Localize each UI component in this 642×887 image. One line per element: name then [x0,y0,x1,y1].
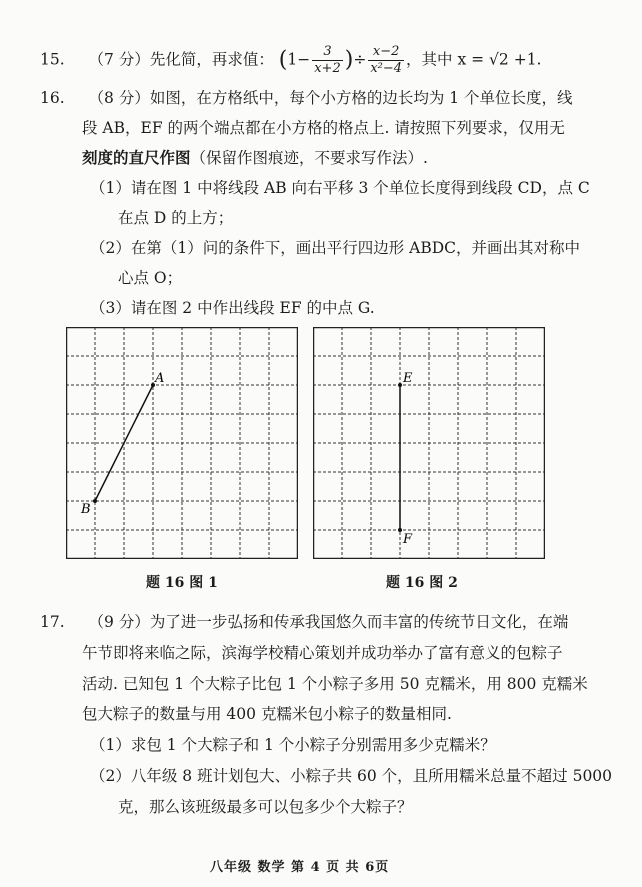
page-footer: 八年级 数学 第 4 页 共 6页 [210,860,390,875]
q17-line-4: 包大粽子的数量与用 400 克糯米包小粽子的数量相同. [82,705,452,723]
q17-text-1: （9 分）为了进一步弘扬和传承我国悠久而丰富的传统节日文化，在端 [88,613,569,631]
q16-line-2 [82,118,565,138]
q16-line-3 [82,148,428,168]
label-a: A [155,371,165,386]
figure-1-grid [66,327,298,559]
figure-1-caption: 题 16 图 1 [146,575,218,591]
point-b [93,499,97,503]
figure-2-grid [313,327,545,559]
q15-suffix: ，其中 x = √2 +1. [406,50,542,69]
q16-text-2: 段 AB，EF 的两个端点都在小方格的格点上. 请按照下列要求，仅用无 [82,119,565,137]
figure-2-svg [313,327,545,559]
q16-text-3: （保留作图痕迹，不要求写作法）. [190,149,428,167]
label-b: B [81,502,91,517]
label-f: F [403,532,413,547]
q17-sub2-b: 克，那么该班级最多可以包多少个大粽子？ [118,798,413,816]
q17-number: 17. [40,613,65,631]
figure-2-caption: 题 16 图 2 [386,575,458,591]
q17-line-1 [40,612,568,632]
point-f [398,528,402,532]
q16-line-1 [40,88,573,108]
figure-1-svg [66,327,298,559]
q16-sub2-a: （2）在第（1）问的条件下，画出平行四边形 ABDC，并画出其对称中 [90,239,581,257]
q16-text-1: （8 分）如图，在方格纸中，每个小方格的边长均为 1 个单位长度，线 [88,89,573,107]
q16-text-3-bold: 刻度的直尺作图 [82,148,191,167]
q17-sub2-a: （2）八年级 8 班计划包大、小粽子共 60 个，且所用糯米总量不超过 5000 [90,767,613,785]
q15-fraction-1: $\frac{3}{x+2}$ [314,44,341,76]
point-e [398,383,402,387]
q16-sub1-b: 在点 D 的上方； [118,209,234,227]
q15-number: 15. [40,50,65,69]
q16-sub1-a: （1）请在图 1 中将线段 AB 向右平移 3 个单位长度得到线段 CD，点 C [90,179,590,197]
q17-line-3: 活动. 已知包 1 个大粽子比包 1 个小粽子多用 50 克糯米，用 800 克糯米 [82,675,588,693]
q15-line: 15. （7 分）先化简，再求值： (1− $\frac{3}{x+2}$ )÷ $\frac{x-2}{\text{x²−4}}$ ，其中 x = √2 +1. [40,44,542,76]
q15-fraction-2: $\frac{x-2}{\text{x²−4}}$ [370,44,403,76]
q17-line-2: 午节即将来临之际，滨海学校精心策划并成功举办了富有意义的包粽子 [82,644,563,662]
label-e: E [403,371,413,386]
q16-sub3: （3）请在图 2 中作出线段 EF 的中点 G. [90,299,375,317]
q16-sub2-b: 心点 O； [118,269,183,287]
q16-number: 16. [40,89,65,107]
q17-sub1: （1）求包 1 个大粽子和 1 个小粽子分别需用多少克糯米？ [90,736,496,754]
q15-prefix: （7 分）先化简，再求值： [88,50,274,69]
